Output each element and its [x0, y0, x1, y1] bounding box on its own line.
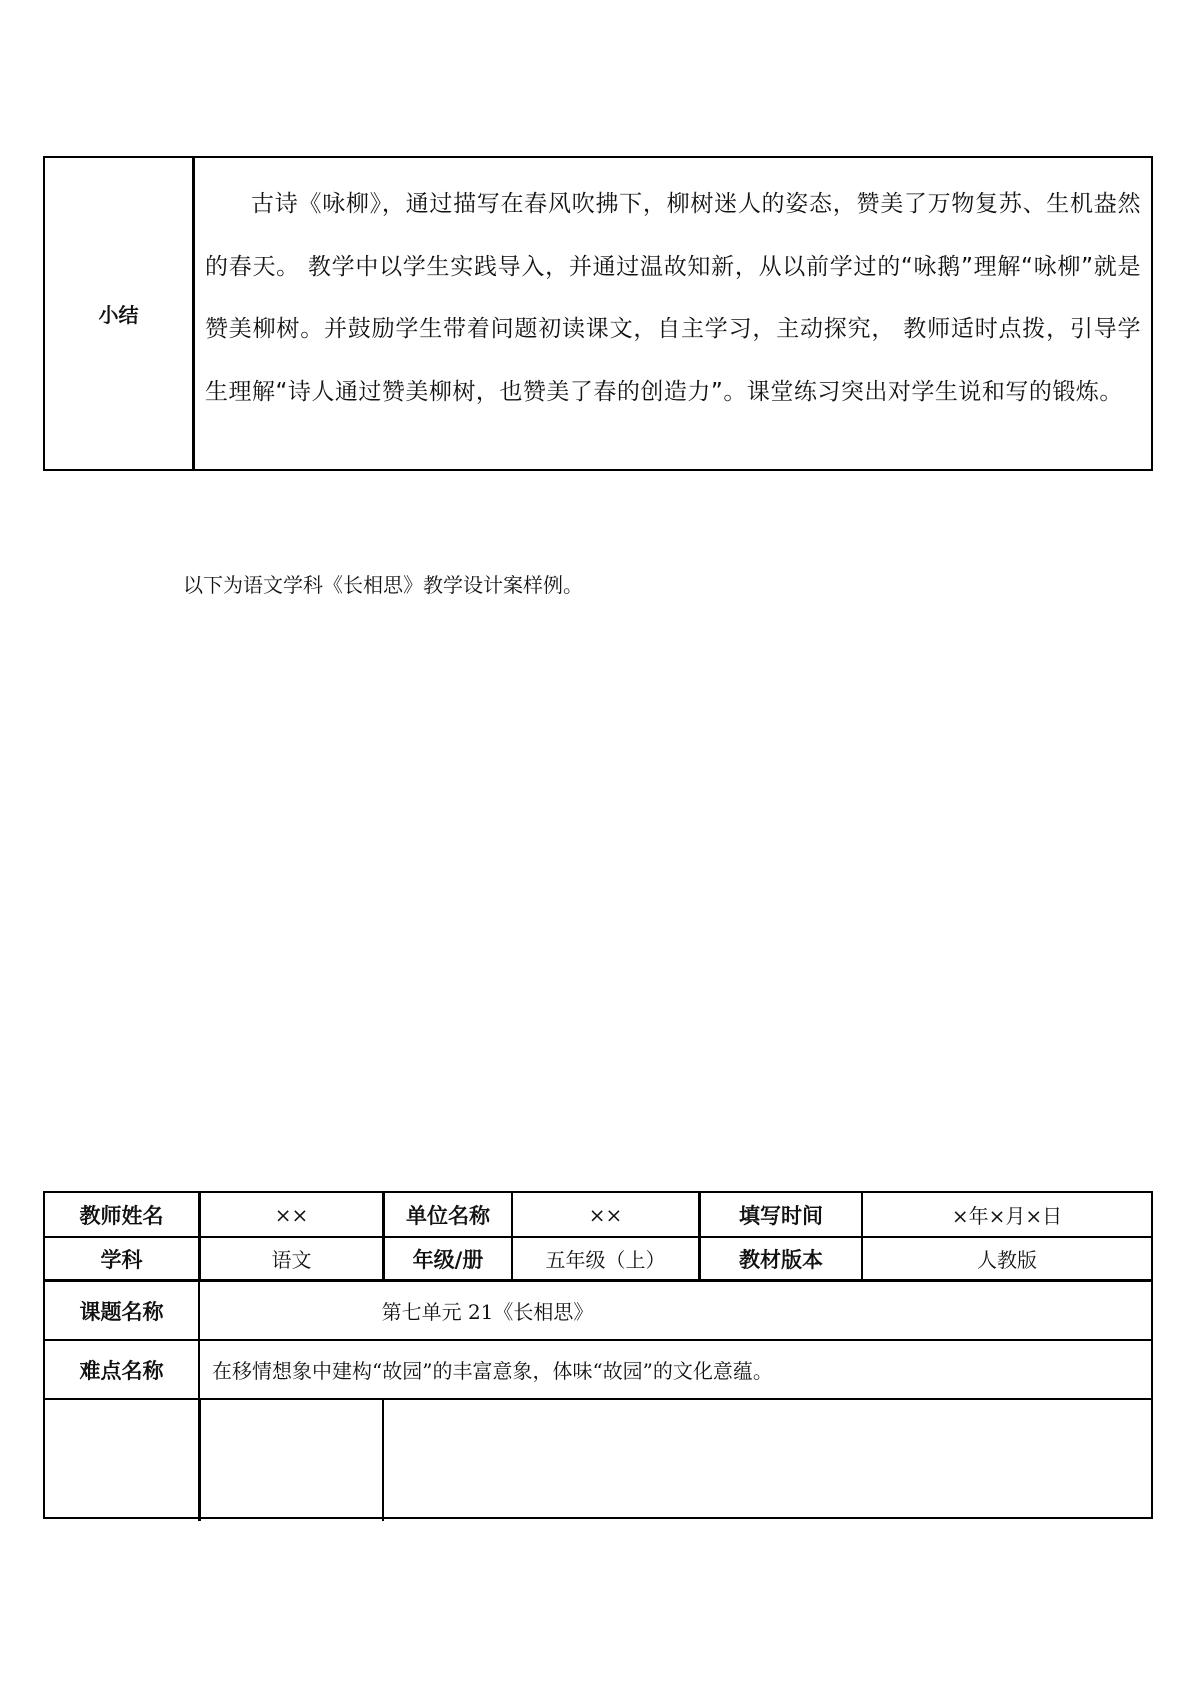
summary-label: 小结: [45, 158, 195, 469]
empty-cell: [45, 1400, 198, 1519]
fill-date-label: 填写时间: [739, 1203, 823, 1228]
unit-name-value: ××: [588, 1202, 623, 1227]
difficulty-label: 难点名称: [79, 1358, 164, 1383]
intro-text: 以下为语文学科《长相思》教学设计案样例。: [183, 573, 583, 597]
teacher-name-label: 教师姓名: [79, 1203, 164, 1228]
lesson-info-table: [43, 1191, 1153, 1519]
summary-text: 古诗《咏柳》，通过描写在春风吹拂下，柳树迷人的姿态，赞美了万物复苏、生机盎然的春天。 教学中以学生实践导入，并通过温故知新，从以前学过的“咏鹅”理解“咏柳”就是赞美柳树。并鼓励学生带着问题初读课文，自主学习，主动探究， 教师适时点拨，引导学生理解“诗人通过赞美柳树，也赞美了春的创造力”。课堂练习突出对学生说和写的锻炼。: [205, 191, 1141, 405]
lesson-title-value: 第七单元 21《长相思》: [381, 1300, 594, 1324]
fill-date-value: ×年×月×日: [951, 1204, 1063, 1228]
grade-value: 五年级（上）: [545, 1248, 666, 1272]
empty-cell: [201, 1400, 382, 1519]
lesson-title-label: 课题名称: [79, 1299, 164, 1324]
textbook-edition-value: 人教版: [977, 1248, 1037, 1272]
textbook-edition-label: 教材版本: [739, 1247, 823, 1272]
summary-table: [43, 156, 1153, 471]
grade-label: 年级/册: [412, 1247, 484, 1272]
subject-label: 学科: [100, 1247, 143, 1272]
subject-value: 语文: [271, 1248, 312, 1272]
unit-name-label: 单位名称: [406, 1203, 490, 1228]
difficulty-value: 在移情想象中建构“故园”的丰富意象，体味“故园”的文化意蕴。: [212, 1359, 773, 1383]
empty-cell: [384, 1400, 1151, 1519]
teacher-name-value: ××: [274, 1202, 309, 1227]
